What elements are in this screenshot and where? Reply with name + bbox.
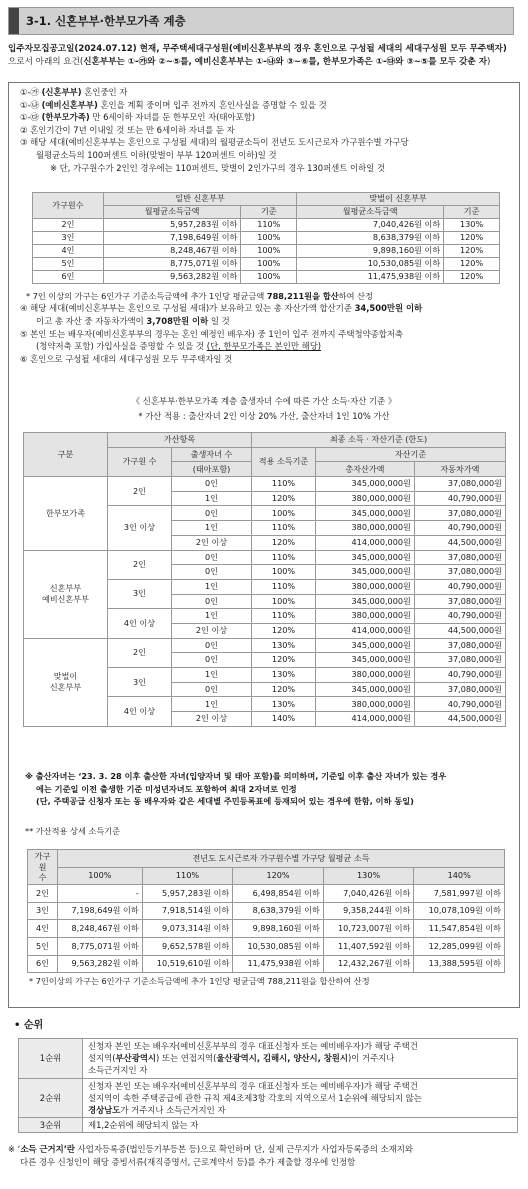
table-cell: 37,080,000원 <box>414 550 505 565</box>
table-cell: 44,500,000원 <box>414 712 505 727</box>
table-cell: 7,040,426원 이하 <box>323 885 414 903</box>
table-cell: 11,547,854원 이하 <box>414 920 505 938</box>
table-cell: 380,000,000원 <box>316 579 415 594</box>
table-cell: 10,723,007원 이하 <box>323 920 414 938</box>
condition-item: ③ 해당 세대(예비신혼부부는 혼인으로 구성될 세대)의 월평균소득이 전년도 도시근로자 가구원수별 가구당 <box>20 137 409 148</box>
table-cell: 110% <box>252 477 316 492</box>
column-header: 100% <box>58 867 143 885</box>
table-cell: 11,475,938원 이하 <box>233 955 324 973</box>
table-cell: 414,000,000원 <box>316 535 415 550</box>
table-cell: 9,563,282원 이하 <box>58 955 143 973</box>
table-cell: 110% <box>252 579 316 594</box>
note-7-person-2: * 7인이상의 가구는 6인가구 기준소득금액에 추가 1인당 평균금액 788,211원을 합산하여 산정 <box>29 976 370 986</box>
intro-text: 입주자모집공고일(2024.07.12) 현재, 무주택세대구성원(예비신혼부부의 경우 혼인으로 구성될 세대의 세대구성원 모두 무주택자) 으로서 아래의 요건(신혼부부는 ①-㉮와 ②~⑤를, 예비신혼부부는 ①-㉯와 ③~⑥를, 한부모가족은 ①-㉰와 ③~⑤를 모두 갖춘 자) <box>8 44 507 68</box>
table-cell: 9,652,578원 이하 <box>142 937 233 955</box>
table-row <box>33 271 500 284</box>
table-cell: 120% <box>444 232 500 245</box>
footer-note: ※ ‘소득 근거지’란 사업자등록증(법인등기부등본 등)으로 확인하며 단, 실제 근무지가 사업자등록증의 소재지와 다른 경우 신청인이 해당 증빙서류(재직증명서, 근로계약서 등)를 추가 제출할 경우에 인정함 <box>8 1144 413 1168</box>
table-cell: 130% <box>444 219 500 232</box>
table-cell: 120% <box>252 682 316 697</box>
table-cell: 6인 <box>33 271 104 284</box>
table-cell: 120% <box>252 623 316 638</box>
table-cell: 40,790,000원 <box>414 491 505 506</box>
table-cell: 100% <box>241 258 297 271</box>
table-cell: 0인 <box>172 506 252 521</box>
table-cell: 6,498,854원 이하 <box>233 885 324 903</box>
members-cell: 2인 <box>108 550 172 579</box>
table-cell: 110% <box>252 609 316 624</box>
table-cell: 345,000,000원 <box>316 565 415 580</box>
table-cell: 100% <box>252 565 316 580</box>
table-cell: 44,500,000원 <box>414 623 505 638</box>
table-cell: 120% <box>444 258 500 271</box>
ranking-row: 1순위 신청자 본인 또는 배우자(예비신혼부부의 경우 대표신청자 또는 예비배우자)가 해당 주택건 설지역(부산광역시) 또는 연접지역(울산광역시, 김해시, 양산시, 창원시)이 거주지나 소득근거지인 자 <box>19 1039 518 1079</box>
table-cell: 4인 <box>28 920 58 938</box>
table-cell: 100% <box>252 594 316 609</box>
table-cell: 9,898,160원 이하 <box>233 920 324 938</box>
table-cell: 345,000,000원 <box>316 638 415 653</box>
additional-criteria-table: 구분 가산항목 최종 소득 · 자산기준 (한도) 가구원 수 출생자녀 수 적용 소득기준 자산기준 (태아포함) 총자산가액 자동차가액 한부모가족 2인 0인 110% 345,000,000원 37,080,000원 1인 120% 380,000,000원 40,790,000원 3인 이상 0인 100% 345,000,000원 37,080,000원 1인 110% 380,000,000원 40,790,000원 2인 이상 120% 414,000,000원 44,500,000원 신혼부부 예비신혼부부 2인 0인 110% 345,000,000원 37,080,000원 0인 100% 345,000,000원 37,080,000원 3인 1인 110% 380,000,000원 40,790,000원 0인 100% 345,000,000원 37,080,000원 4인 이상 1인 110% 380,000,000원 40,790,000원 2인 이상 120% 414,000,000원 44,500,000원 맞벌이 신혼부부 2인 0인 130% 345,000,000원 37,080,000원 0인 120% 345,000,000원 37,080,000원 3인 1인 130% 380,000,000원 40,790,000원 0인 120% 345,000,000원 37,080,000원 4인 이상 1인 130% 380,000,000원 40,790,000원 2인 이상 140% 414,000,000원 44,500,000원 <box>23 432 506 727</box>
members-cell: 4인 이상 <box>108 697 172 726</box>
table-cell: 2인 이상 <box>172 623 252 638</box>
condition-list: ①-㉮ (신혼부부) 혼인중인 자 ①-㉯ (예비신혼부부) 혼인을 계획 중이며 입주 전까지 혼인사실을 증명할 수 있을 것 ①-㉰ (한부모가족) 만 6세이하 자녀를 둔 한부모인 자(태아포함) ② 혼인기간이 7년 이내일 것 또는 만 6세이하 자녀를 둔 자 ③ 해당 세대(예비신혼부부는 혼인으로 구성될 세대)의 월평균소득이 전년도 도시근로자 가구원수별 가구당 월평균소득의 100퍼센트 이하(맞벌이 부부 120퍼센트 이하)일 것 ※ 단, 가구원수가 2인인 경우에는 110퍼센트, 맞벌이 2인가구의 경우 130퍼센트 이하일 것 <box>20 87 409 173</box>
table-cell: 10,078,109원 이하 <box>414 902 505 920</box>
table-cell: 2인 이상 <box>172 535 252 550</box>
table-cell: 0인 <box>172 682 252 697</box>
table-cell: 7,040,426원 이하 <box>297 219 444 232</box>
table-cell: 130% <box>252 638 316 653</box>
table-cell: 9,563,282원 이하 <box>103 271 240 284</box>
table-cell: 13,388,595원 이하 <box>414 955 505 973</box>
table-cell: 40,790,000원 <box>414 609 505 624</box>
table-row <box>33 258 500 271</box>
ranking-row: 2순위 신청자 본인 또는 배우자(예비신혼부부의 경우 대표신청자 또는 예비배우자)가 해당 주택건 설지역이 속한 주택공급에 관한 규칙 제4조제3항 각호의 지역으로서 1순위에 해당되지 않는 경상남도가 거주지나 소득근거지인 자 <box>19 1078 518 1118</box>
group-label: 신혼부부 예비신혼부부 <box>24 550 108 638</box>
table-row <box>28 937 505 955</box>
condition-list-2: * 7인 이상의 가구는 6인가구 기준소득금액에 추가 1인당 평균금액 788,211원을 합산하여 산정 ④ 해당 세대(예비신혼부부는 혼인으로 구성될 세대)가 보유하고 있는 총 자산가액 합산기준 34,500만원 이하 이고 총 자산 중 자동차가액이 3,708만원 이하 일 것 ⑤ 본인 또는 배우자(예비신혼부부의 경우는 혼인 예정인 배우자) 중 1인이 입주 전까지 주택청약종합저축 (청약저축 포함) 가입사실을 증명할 수 있을 것 (단, 한부모가족은 본인만 해당) ⑥ 혼인으로 구성될 세대의 세대구성원 모두 무주택자일 것 <box>20 291 423 364</box>
table-cell: 130% <box>252 668 316 683</box>
table-cell: 8,775,071원 이하 <box>58 937 143 955</box>
table-cell: 4인 <box>33 245 104 258</box>
table-row <box>28 920 505 938</box>
income-table: 가구원수 일반 신혼부부 맞벌이 신혼부부 월평균소득금액 기준 월평균소득금액 기준 2인 5,957,283원 이하 110% 7,040,426원 이하 130% 3인 7,198,649원 이하 100% 8,638,379원 이하 120% 4인 8,248,467원 이하 100% 9,898,160원 이하 120% 5인 8,775,071원 이하 100% 10,530,085원 이하 120% 6인 9,563,282원 이하 100% 11,475,938원 이하 120% <box>32 192 500 284</box>
table-cell: 8,775,071원 이하 <box>103 258 240 271</box>
table-cell: 120% <box>444 245 500 258</box>
table-cell: 380,000,000원 <box>316 609 415 624</box>
table-cell: 9,898,160원 이하 <box>297 245 444 258</box>
table-cell: 0인 <box>172 594 252 609</box>
group-label: 맞벌이 신혼부부 <box>24 638 108 726</box>
table-cell: 2인 <box>28 885 58 903</box>
table-cell: 1인 <box>172 521 252 536</box>
table-cell: 345,000,000원 <box>316 653 415 668</box>
table-cell: 345,000,000원 <box>316 682 415 697</box>
table-cell: 37,080,000원 <box>414 594 505 609</box>
members-cell: 2인 <box>108 638 172 667</box>
table-cell: 345,000,000원 <box>316 477 415 492</box>
condition-item: ⑤ 본인 또는 배우자(예비신혼부부의 경우는 혼인 예정인 배우자) 중 1인이 입주 전까지 주택청약종합저축 <box>20 328 404 339</box>
table-cell: 8,638,379원 이하 <box>233 902 324 920</box>
table-cell: 7,918,514원 이하 <box>142 902 233 920</box>
ranking-table <box>18 1038 518 1133</box>
table-row <box>33 245 500 258</box>
table-cell: 0인 <box>172 550 252 565</box>
table-cell: 380,000,000원 <box>316 521 415 536</box>
table-row <box>24 477 506 492</box>
birth-note: ※ 출산자녀는 ‘23. 3. 28 이후 출산한 자녀(입양자녀 및 태아 포함)를 의미하며, 기준일 이후 출산 자녀가 있는 경우 에는 기준일 이전 출생한 기준 미성년자녀도 포함하여 최대 2자녀로 인정 (단, 주택공급 신청자 또는 동 배우자와 같은 세대별 주민등록표에 등재되어 있는 경우에 한함, 이하 동일) <box>25 771 447 807</box>
table-cell: 414,000,000원 <box>316 712 415 727</box>
table-cell: 37,080,000원 <box>414 653 505 668</box>
table-row <box>28 902 505 920</box>
table-cell: 5인 <box>33 258 104 271</box>
table-cell: 414,000,000원 <box>316 623 415 638</box>
condition-item: ⑥ 혼인으로 구성될 세대의 세대구성원 모두 무주택자일 것 <box>20 353 233 364</box>
table-row <box>33 232 500 245</box>
table-cell: 40,790,000원 <box>414 668 505 683</box>
table-cell: 8,638,379원 이하 <box>297 232 444 245</box>
table-cell: 37,080,000원 <box>414 682 505 697</box>
table-cell: 6인 <box>28 955 58 973</box>
table-cell: 100% <box>241 271 297 284</box>
table-cell: 44,500,000원 <box>414 535 505 550</box>
table-cell: 9,358,244원 이하 <box>323 902 414 920</box>
table-cell: 380,000,000원 <box>316 697 415 712</box>
table-cell: 0인 <box>172 477 252 492</box>
table-cell: 37,080,000원 <box>414 638 505 653</box>
table-cell: 345,000,000원 <box>316 506 415 521</box>
table-cell: 37,080,000원 <box>414 565 505 580</box>
table-cell: 100% <box>241 232 297 245</box>
table-cell: 8,248,467원 이하 <box>58 920 143 938</box>
table-cell: 8,248,467원 이하 <box>103 245 240 258</box>
table-cell: 140% <box>252 712 316 727</box>
table-cell: 110% <box>252 550 316 565</box>
members-cell: 3인 이상 <box>108 506 172 550</box>
table-cell: 7,581,997원 이하 <box>414 885 505 903</box>
ranking-row: 3순위 제1,2순위에 해당되지 않는 자 <box>19 1118 518 1133</box>
table-row <box>28 955 505 973</box>
group-label: 한부모가족 <box>24 477 108 550</box>
table-cell: 1인 <box>172 668 252 683</box>
condition-note: ※ 단, 가구원수가 2인인 경우에는 110퍼센트, 맞벌이 2인가구의 경우 130퍼센트 이하일 것 <box>50 162 386 173</box>
table-cell: 9,073,314원 이하 <box>142 920 233 938</box>
members-cell: 3인 <box>108 579 172 608</box>
header-accent-bar <box>9 8 19 34</box>
table-cell: 380,000,000원 <box>316 491 415 506</box>
column-header: 120% <box>233 867 324 885</box>
table-cell: 3인 <box>33 232 104 245</box>
table-cell: 345,000,000원 <box>316 594 415 609</box>
table-cell: 2인 <box>33 219 104 232</box>
table-cell: 5,957,283원 이하 <box>142 885 233 903</box>
members-cell: 4인 이상 <box>108 609 172 638</box>
ranking-title: • 순위 <box>14 1020 44 1031</box>
table-cell: 10,530,085원 이하 <box>233 937 324 955</box>
table-cell: 12,432,267원 이하 <box>323 955 414 973</box>
column-header: 130% <box>323 867 414 885</box>
table-cell: 110% <box>252 521 316 536</box>
table-cell: 1인 <box>172 609 252 624</box>
members-cell: 3인 <box>108 668 172 697</box>
table-cell: 12,285,099원 이하 <box>414 937 505 955</box>
table-cell: 1인 <box>172 579 252 594</box>
section-title: 3-1. 신혼부부·한부모가족 계층 <box>26 14 186 28</box>
table-cell: 345,000,000원 <box>316 550 415 565</box>
note-7-person: * 7인 이상의 가구는 6인가구 기준소득금액에 추가 1인당 평균금액 788,211원을 합산하여 산정 <box>26 291 373 301</box>
table-cell: 7,198,649원 이하 <box>58 902 143 920</box>
table-cell: 110% <box>241 219 297 232</box>
table-cell: 11,475,938원 이하 <box>297 271 444 284</box>
table-cell: - <box>58 885 143 903</box>
detailed-income-table: 가구원 수 전년도 도시근로자 가구원수별 가구당 월평균 소득 100% 110% 120% 130% 140% 2인 - 5,957,283원 이하 6,498,854원 이하 7,040,426원 이하 7,581,997원 이하 3인 7,198,649원 이하 7,918,514원 이하 8,638,379원 이하 9,358,244원 이하 10,078,109원 이하 4인 8,248,467원 이하 9,073,314원 이하 9,898,160원 이하 10,723,007원 이하 11,547,854원 이하 5인 8,775,071원 이하 9,652,578원 이하 10,530,085원 이하 11,407,592원 이하 12,285,099원 이하 6인 9,563,282원 이하 10,519,610원 이하 11,475,938원 이하 12,432,267원 이하 13,388,595원 이하 <box>27 849 505 973</box>
condition-item: ①-㉯ (예비신혼부부) 혼인을 계획 중이며 입주 전까지 혼인사실을 증명할 수 있을 것 <box>20 99 327 110</box>
table-row <box>24 550 506 565</box>
table-cell: 0인 <box>172 638 252 653</box>
detail-title: ** 가산적용 상세 소득기준 <box>25 826 121 836</box>
table-cell: 120% <box>252 491 316 506</box>
table-cell: 5,957,283원 이하 <box>103 219 240 232</box>
sub-title: 《 신혼부부·한부모가족 계층 출생자녀 수에 따른 가산 소득·자산 기준 》 <box>131 396 397 406</box>
table-cell: 40,790,000원 <box>414 579 505 594</box>
table-cell: 2인 이상 <box>172 712 252 727</box>
condition-item: ④ 해당 세대(예비신혼부부는 혼인으로 구성될 세대)가 보유하고 있는 총 자산가액 합산기준 34,500만원 이하 <box>20 303 423 314</box>
table-cell: 1인 <box>172 491 252 506</box>
sub-note: * 가산 적용 : 출산자녀 2인 이상 20% 가산, 출산자녀 1인 10% 가산 <box>138 411 390 421</box>
section-header <box>8 7 514 35</box>
table-cell: 37,080,000원 <box>414 477 505 492</box>
table-cell: 5인 <box>28 937 58 955</box>
column-header: 110% <box>142 867 233 885</box>
table-cell: 11,407,592원 이하 <box>323 937 414 955</box>
table-cell: 100% <box>241 245 297 258</box>
table-cell: 40,790,000원 <box>414 697 505 712</box>
table-cell: 380,000,000원 <box>316 668 415 683</box>
condition-item: ①-㉮ (신혼부부) 혼인중인 자 <box>20 87 128 97</box>
members-cell: 2인 <box>108 477 172 506</box>
table-cell: 7,198,649원 이하 <box>103 232 240 245</box>
table-cell: 10,519,610원 이하 <box>142 955 233 973</box>
table-cell: 3인 <box>28 902 58 920</box>
condition-item: ①-㉰ (한부모가족) 만 6세이하 자녀를 둔 한부모인 자(태아포함) <box>20 112 256 123</box>
table-cell: 40,790,000원 <box>414 521 505 536</box>
table-row <box>28 885 505 903</box>
table-cell: 120% <box>444 271 500 284</box>
table-cell: 130% <box>252 697 316 712</box>
table-row <box>24 638 506 653</box>
table-row <box>33 219 500 232</box>
table-cell: 120% <box>252 653 316 668</box>
condition-item: ② 혼인기간이 7년 이내일 것 또는 만 6세이하 자녀를 둔 자 <box>20 124 235 135</box>
table-cell: 1인 <box>172 697 252 712</box>
table-cell: 0인 <box>172 565 252 580</box>
table-cell: 37,080,000원 <box>414 506 505 521</box>
table-cell: 10,530,085원 이하 <box>297 258 444 271</box>
table-cell: 100% <box>252 506 316 521</box>
column-header: 140% <box>414 867 505 885</box>
table-cell: 120% <box>252 535 316 550</box>
table-cell: 0인 <box>172 653 252 668</box>
